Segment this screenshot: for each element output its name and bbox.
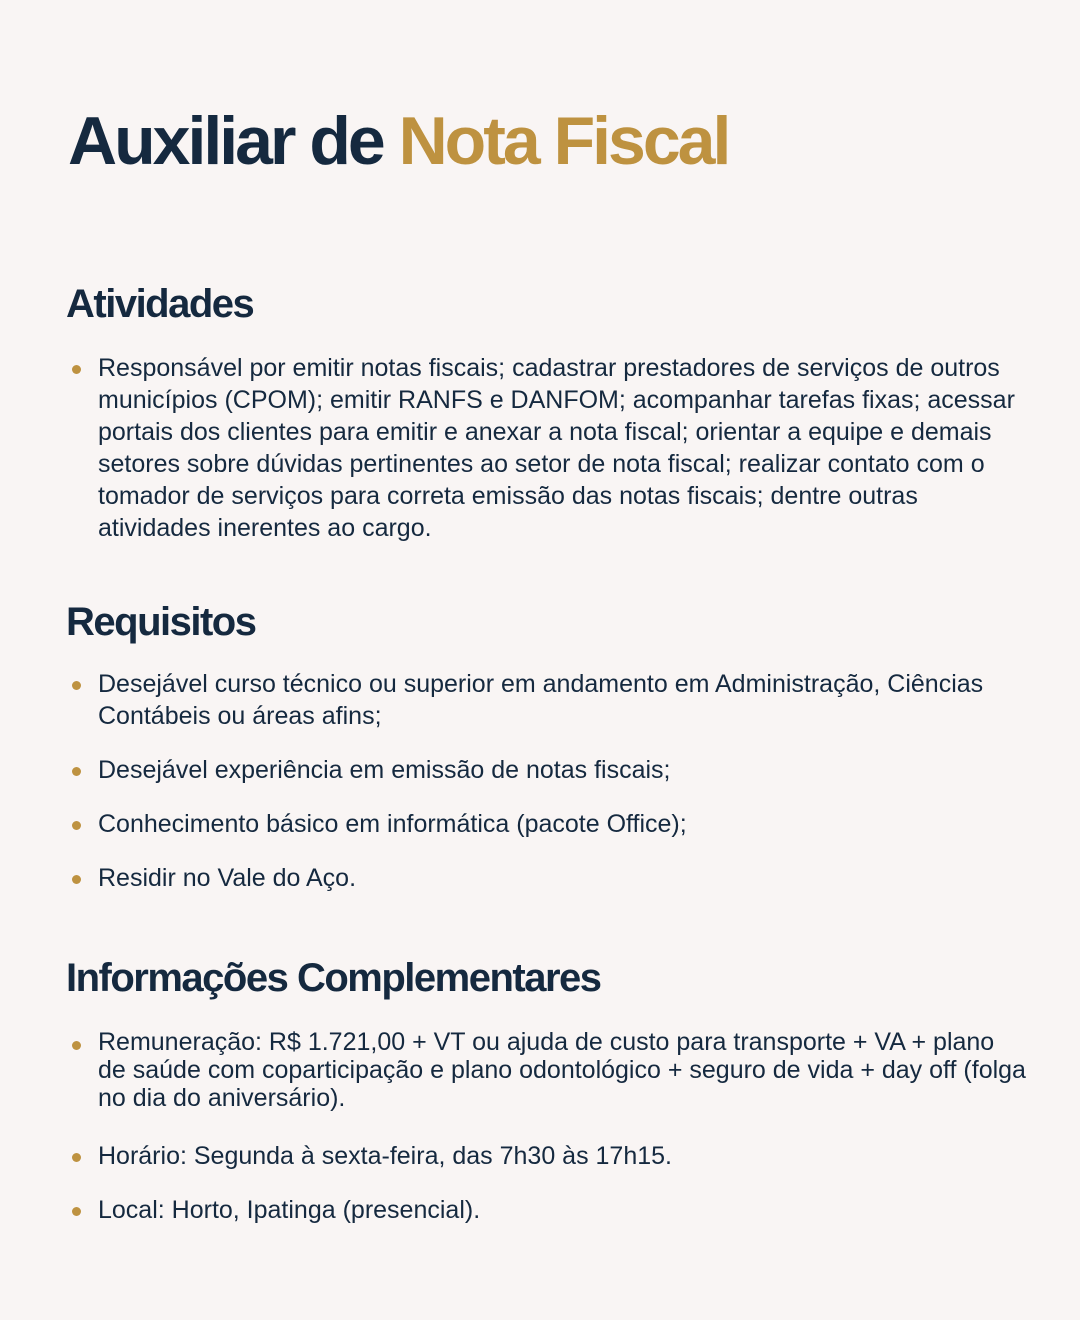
bullet-dot-icon bbox=[72, 767, 81, 776]
section-requisitos bbox=[66, 600, 1026, 916]
page-title bbox=[68, 104, 728, 179]
list-item bbox=[66, 1140, 1026, 1172]
title-part-accent: Nota Fiscal bbox=[398, 103, 729, 179]
list-item-text: Desejável curso técnico ou superior em andamento em Administração, Ciências Contábeis ou áreas afins; bbox=[98, 670, 984, 730]
bullet-dot-icon bbox=[72, 1207, 81, 1216]
list-item bbox=[66, 668, 1026, 732]
section-heading-atividades: Atividades bbox=[66, 282, 254, 326]
list-item-text: Horário: Segunda à sexta-feira, das 7h30 às 17h15. bbox=[98, 1142, 672, 1170]
section-heading-informacoes: Informações Complementares bbox=[66, 956, 601, 1000]
section-heading-requisitos: Requisitos bbox=[66, 600, 256, 644]
list-item-text: Residir no Vale do Aço. bbox=[98, 864, 357, 892]
section-atividades bbox=[66, 282, 1026, 544]
bullet-dot-icon bbox=[72, 1041, 81, 1050]
list-item bbox=[66, 1194, 1026, 1226]
list-item bbox=[66, 862, 1026, 894]
list-item bbox=[66, 1028, 1026, 1112]
informacoes-list bbox=[66, 1028, 1026, 1226]
bullet-dot-icon bbox=[72, 1153, 81, 1162]
list-item bbox=[66, 808, 1026, 840]
bullet-dot-icon bbox=[72, 821, 81, 830]
atividades-list bbox=[66, 352, 1026, 544]
bullet-dot-icon bbox=[72, 875, 81, 884]
section-informacoes-complementares bbox=[66, 956, 1026, 1248]
bullet-dot-icon bbox=[72, 681, 81, 690]
list-item-text: Conhecimento básico em informática (pacote Office); bbox=[98, 810, 687, 838]
list-item bbox=[66, 352, 1026, 544]
requisitos-list bbox=[66, 668, 1026, 894]
title-part-dark: Auxiliar de bbox=[68, 103, 383, 179]
bullet-dot-icon bbox=[72, 365, 81, 374]
list-item-text: Local: Horto, Ipatinga (presencial). bbox=[98, 1196, 481, 1224]
list-item-text: Responsável por emitir notas fiscais; cadastrar prestadores de serviços de outros municípios (CPOM); emitir RANFS e DANFOM; acompanhar tarefas fixas; acessar portais dos clientes para emitir e anexar a nota fiscal; orientar a equipe e demais setores sobre dúvidas pertinentes ao setor de nota fiscal; realizar contato com o tomador de serviços para correta emissão das notas fiscais; dentre outras atividades inerentes ao cargo. bbox=[98, 354, 1015, 542]
list-item bbox=[66, 754, 1026, 786]
list-item-text: Remuneração: R$ 1.721,00 + VT ou ajuda de custo para transporte + VA + plano de saúde com coparticipação e plano odontológico + seguro de vida + day off (folga no dia do aniversário). bbox=[98, 1028, 1026, 1112]
list-item-text: Desejável experiência em emissão de notas fiscais; bbox=[98, 756, 671, 784]
